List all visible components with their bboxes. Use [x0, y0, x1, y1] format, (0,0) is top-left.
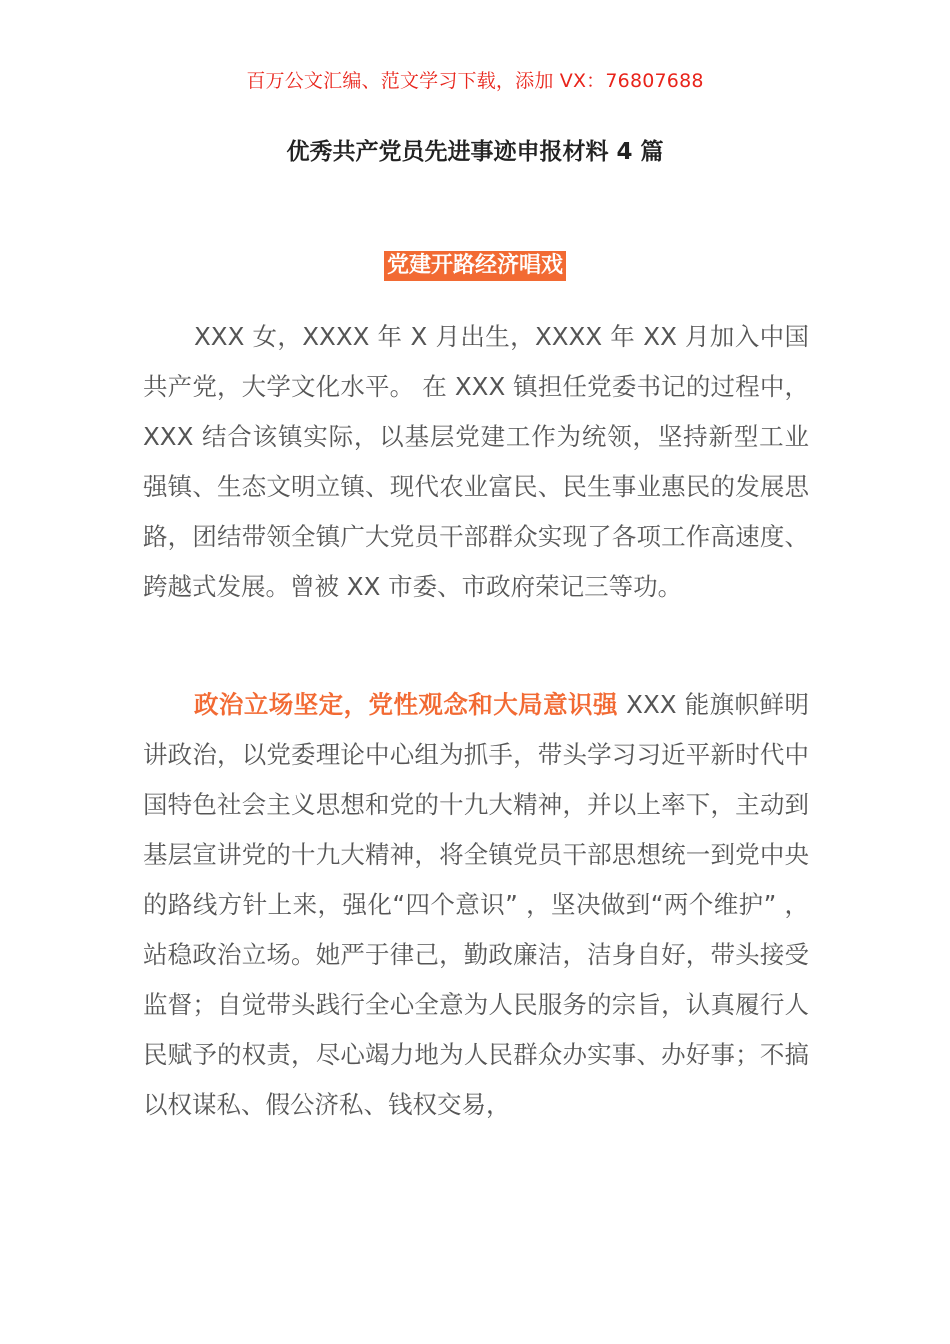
section-heading-container — [0, 251, 950, 281]
paragraph-2 — [143, 680, 809, 1130]
section-heading: 党建开路经济唱戏 — [384, 251, 566, 281]
paragraph-2-highlight: 政治立场坚定，党性观念和大局意识强 — [194, 690, 618, 719]
paragraph-1: XXX 女，XXXX 年 X 月出生，XXXX 年 XX 月加入中国共产党，大学文化水平。 在 XXX 镇担任党委书记的过程中，XXX 结合该镇实际，以基层党建工作为统领，坚持新型工业强镇、生态文明立镇、现代农业富民、民生事业惠民的发展思路，团结带领全镇广大党员干部群众实现了各项工作高速度、跨越式发展。曾被 XX 市委、市政府荣记三等功。 — [143, 322, 809, 601]
document-title: 优秀共产党员先进事迹申报材料 4 篇 — [286, 139, 664, 165]
header-note: 百万公文汇编、范文学习下载，添加 VX：76807688 — [246, 70, 704, 92]
paragraph-2-text: XXX 能旗帜鲜明讲政治，以党委理论中心组为抓手，带头学习习近平新时代中国特色社会主义思想和党的十九大精神，并以上率下，主动到基层宣讲党的十九大精神，将全镇党员干部思想统一到党中央的路线方针上来，强化“四个意识” ，坚决做到“两个维护” ，站稳政治立场。她严于律己，勤政廉洁，洁身自好，带头接受监督；自觉带头践行全心全意为人民服务的宗旨，认真履行人民赋予的权责，尽心竭力地为人民群众办实事、办好事；不搞以权谋私、假公济私、钱权交易， — [143, 690, 809, 1119]
